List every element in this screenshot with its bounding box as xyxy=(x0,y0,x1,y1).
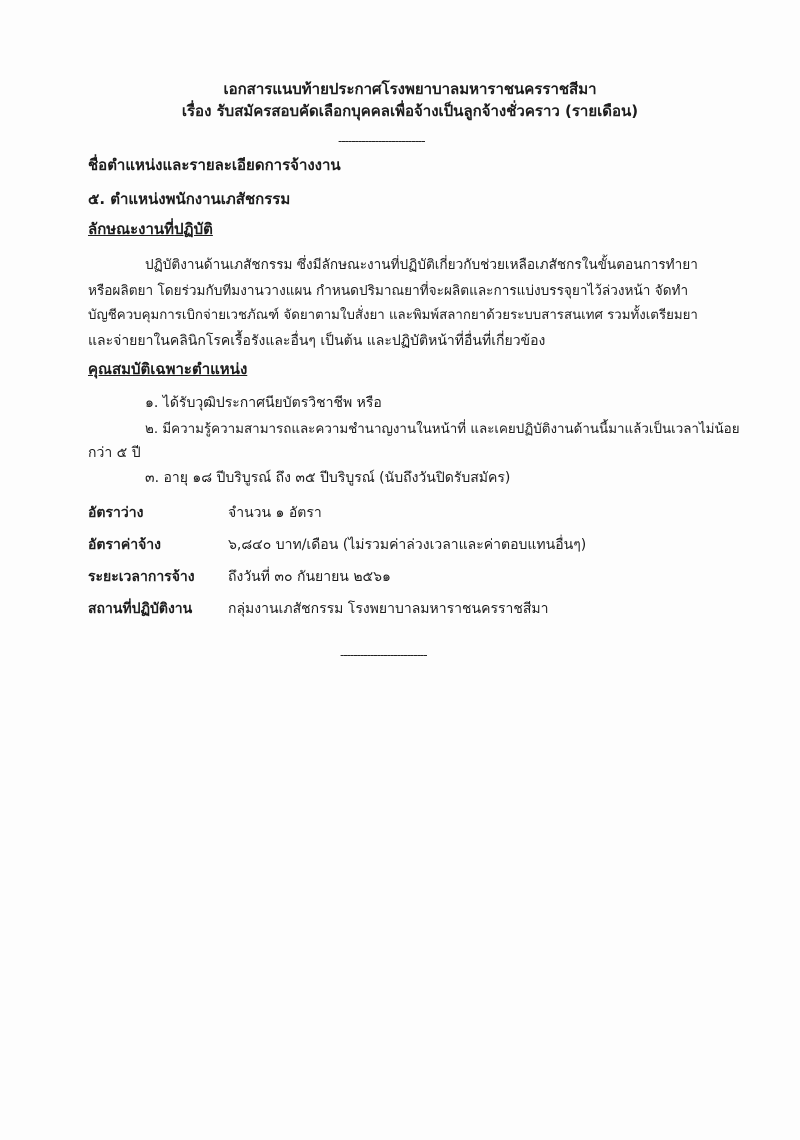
title-line-2: เรื่อง รับสมัครสอบคัดเลือกบุคคลเพื่อจ้างเป็นลูกจ้างชั่วคราว (รายเดือน) xyxy=(181,102,639,120)
detail-value-duration: ถึงวันที่ ๓๐ กันยายน ๒๕๖๑ xyxy=(228,569,391,585)
detail-value-workplace: กลุ่มงานเภสัชกรรม โรงพยาบาลมหาราชนครราชสีมา xyxy=(228,601,549,617)
detail-label-wage: อัตราค่าจ้าง xyxy=(88,537,162,553)
duties-line-3: บัญชีควบคุมการเบิกจ่ายเวชภัณฑ์ จัดยาตามใบสั่งยา และพิมพ์สลากยาด้วยระบบสารสนเทศ รวมทั้งเตรียมยา xyxy=(88,308,698,323)
qualification-item-3: ๓. อายุ ๑๘ ปีบริบูรณ์ ถึง ๓๕ ปีบริบูรณ์ (นับถึงวันปิดรับสมัคร) xyxy=(145,470,511,486)
qualification-item-2-cont: กว่า ๕ ปี xyxy=(88,445,141,461)
duties-line-4: และจ่ายยาในคลินิกโรคเรื้อรังและอื่นๆ เป็นต้น และปฏิบัติหน้าที่อื่นที่เกี่ยวข้อง xyxy=(88,333,546,349)
footer-separator: -------------------------- xyxy=(340,648,427,662)
title-line-1: เอกสารแนบท้ายประกาศโรงพยาบาลมหาราชนครราชสีมา xyxy=(223,80,597,98)
duties-line-1: ปฏิบัติงานด้านเภสัชกรรม ซึ่งมีลักษณะงานที่ปฏิบัติเกี่ยวกับช่วยเหลือเภสัชกรในขั้นตอนการทำยา xyxy=(145,257,698,273)
header-separator: -------------------------- xyxy=(338,134,425,148)
qualifications-heading: คุณสมบัติเฉพาะตำแหน่ง xyxy=(88,360,248,378)
qualification-item-2: ๒. มีความรู้ความสามารถและความชำนาญงานในหน้าที่ และเคยปฏิบัติงานด้านนี้มาแล้วเป็นเวลาไม่น้อย xyxy=(145,422,740,437)
qualification-item-1: ๑. ได้รับวุฒิประกาศนียบัตรวิชาชีพ หรือ xyxy=(145,395,382,411)
position-title: ๕. ตำแหน่งพนักงานเภสัชกรรม xyxy=(88,190,291,208)
section-title: ชื่อตำแหน่งและรายละเอียดการจ้างงาน xyxy=(88,156,341,174)
duties-heading: ลักษณะงานที่ปฏิบัติ xyxy=(88,220,213,238)
detail-label-vacancy: อัตราว่าง xyxy=(88,505,144,521)
detail-label-duration: ระยะเวลาการจ้าง xyxy=(88,569,195,585)
detail-value-vacancy: จำนวน ๑ อัตรา xyxy=(228,505,322,521)
document-title xyxy=(90,78,730,122)
detail-label-workplace: สถานที่ปฏิบัติงาน xyxy=(88,601,193,617)
detail-value-wage: ๖,๘๔๐ บาท/เดือน (ไม่รวมค่าล่วงเวลาและค่าตอบแทนอื่นๆ) xyxy=(228,537,587,553)
duties-line-2: หรือผลิตยา โดยร่วมกับทีมงานวางแผน กำหนดปริมาณยาที่จะผลิตและการแบ่งบรรจุยาไว้ล่วงหน้า จัดทำ xyxy=(88,283,689,299)
